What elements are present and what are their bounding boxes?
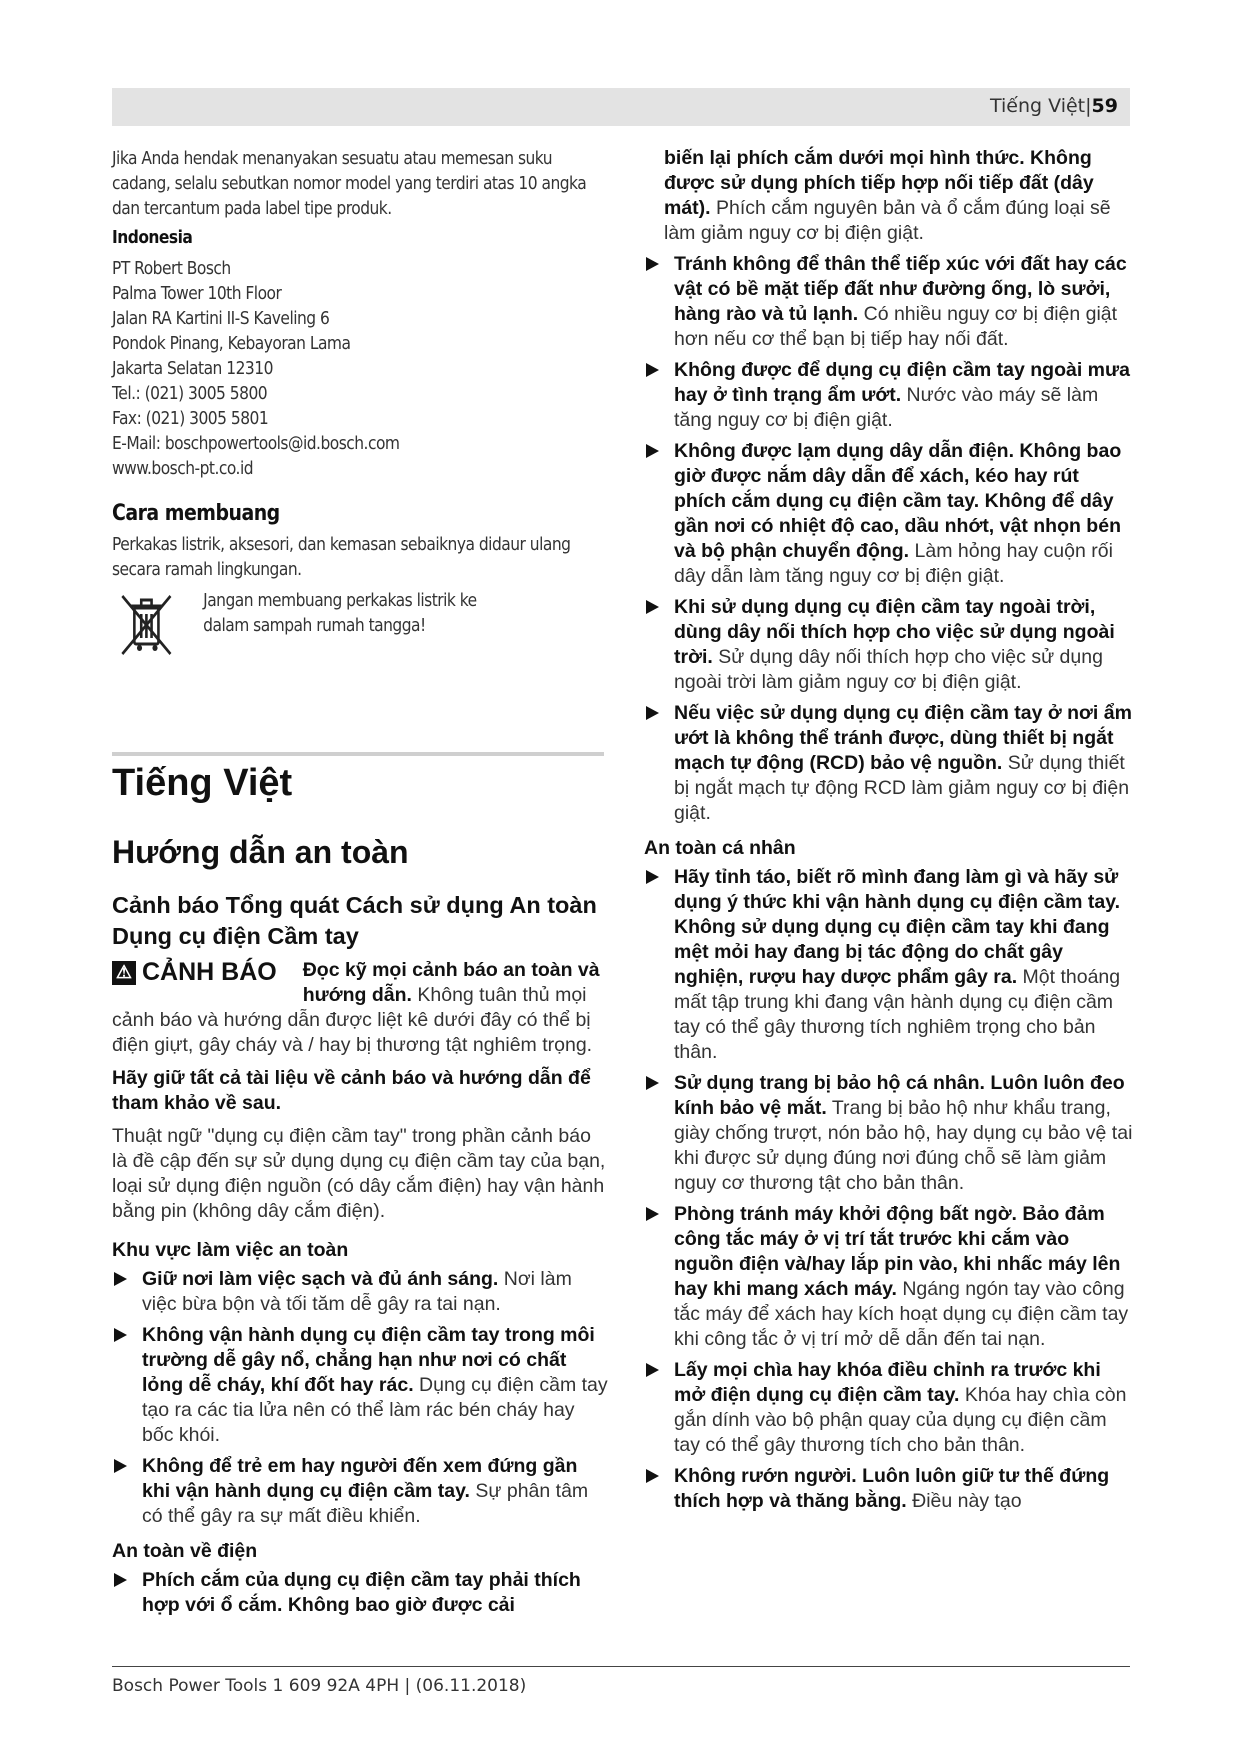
item-bold: Không được để dụng cụ điện cầm tay ngoài mưa hay ở tình trạng ẩm ướt.: [674, 359, 1130, 406]
continued-item: [644, 146, 1134, 246]
item-text: Sử dụng dây nối thích hợp cho việc sử dụng ngoài trời làm giảm nguy cơ bị điện giật.: [674, 646, 1103, 693]
bullet-arrow-icon: [646, 1207, 659, 1221]
bullet-arrow-icon: [646, 444, 659, 458]
list-item: [644, 595, 1134, 695]
list-item: [644, 865, 1134, 1065]
item-bold: Hãy tỉnh táo, biết rõ mình đang làm gì và hãy sử dụng ý thức khi vận hành dụng cụ điện cầm tay. Không sử dụng dụng cụ điện cầm tay khi đang mệt mỏi hay đang bị tác động do chất gây nghiện, rượu hay dược phẩm gây ra.: [674, 866, 1121, 988]
address-line: Tel.: (021) 3005 5800: [112, 383, 268, 404]
bullet-arrow-icon: [114, 1573, 127, 1587]
address-line: PT Robert Bosch: [112, 258, 231, 279]
item-bold: biến lại phích cắm dưới mọi hình thức. Không được sử dụng phích tiếp hợp nối tiếp đất (dây mát).: [664, 147, 1094, 219]
page-header-bar: [112, 88, 1130, 126]
bullet-arrow-icon: [646, 706, 659, 720]
disposal-note: Jangan membuang perkakas listrik ke dalam sampah rumah tangga!: [203, 590, 477, 636]
list-item: [644, 1464, 1134, 1514]
page-number: 59: [1091, 95, 1118, 117]
item-text: Điều này tạo: [906, 1490, 1022, 1512]
email-line: E-Mail: boschpowertools@id.bosch.com: [112, 433, 400, 454]
header-language: Tiếng Việt: [990, 95, 1086, 117]
item-text: Trang bị bảo hộ như khẩu trang, giày chống trượt, nón bảo hộ, hay dụng cụ bảo vệ tai khi được sử dụng đúng nơi đúng chỗ sẽ làm giảm nguy cơ thương tật cho bản thân.: [674, 1097, 1133, 1194]
address-line: Jakarta Selatan 12310: [112, 358, 273, 379]
item-text: Dụng cụ điện cầm tay tạo ra các tia lửa nên có thể làm rác bén cháy hay bốc khói.: [142, 1374, 608, 1446]
disposal-text: Perkakas listrik, aksesori, dan kemasan sebaiknya didaur ulang secara ramah lingkungan.: [112, 534, 571, 580]
item-bold: Phòng tránh máy khởi động bất ngờ. Bảo đảm công tắc máy ở vị trí tắt trước khi cắm vào nguồn điện và/hay lắp pin vào, khi nhấc máy lên hay khi mang xách máy.: [674, 1203, 1121, 1300]
item-text: Nơi làm việc bừa bộn và tối tăm dễ gây ra tai nạn.: [142, 1268, 572, 1315]
website-line: www.bosch-pt.co.id: [112, 458, 254, 479]
indonesian-intro: Jika Anda hendak menanyakan sesuatu atau memesan suku cadang, selalu sebutkan nomor model yang terdiri atas 10 angka dan tercantum pada label tipe produk.: [112, 148, 587, 219]
item-text: Phích cắm nguyên bản và ổ cắm đúng loại sẽ làm giảm nguy cơ bị điện giật.: [664, 197, 1111, 244]
item-text: Sử dụng thiết bị ngắt mạch tự động RCD làm giảm nguy cơ bị điện giật.: [674, 752, 1130, 824]
item-bold: Sử dụng trang bị bảo hộ cá nhân. Luôn luôn đeo kính bảo vệ mắt.: [674, 1072, 1125, 1119]
bullet-arrow-icon: [114, 1459, 127, 1473]
item-bold: Phích cắm của dụng cụ điện cầm tay phải thích hợp với ổ cắm. Không bao giờ được cải: [142, 1569, 581, 1616]
address-line: Pondok Pinang, Kebayoran Lama: [112, 333, 351, 354]
country-heading: Indonesia: [112, 227, 193, 248]
list-item: [644, 1202, 1134, 1352]
language-title: Tiếng Việt: [112, 762, 293, 804]
bullet-arrow-icon: [114, 1328, 127, 1342]
bullet-arrow-icon: [646, 870, 659, 884]
left-body: [112, 958, 608, 1624]
list-item: [644, 1358, 1134, 1458]
list-item: [644, 252, 1134, 352]
work-area-heading: Khu vực làm việc an toàn: [112, 1239, 349, 1261]
header-separator: |: [1085, 95, 1092, 117]
warning-paragraph: [112, 958, 608, 1058]
footer-divider: [112, 1666, 1130, 1667]
section-divider: [112, 752, 604, 756]
item-bold: Không rướn người. Luôn luôn giữ tư thế đứng thích hợp và thăng bằng.: [674, 1465, 1110, 1512]
list-item: [112, 1454, 608, 1529]
item-text: Làm hỏng hay cuộn rối dây dẫn làm tăng nguy cơ bị điện giật.: [674, 540, 1113, 587]
bullet-arrow-icon: [646, 1076, 659, 1090]
bullet-arrow-icon: [646, 1363, 659, 1377]
bullet-arrow-icon: [114, 1272, 127, 1286]
item-text: Ngáng ngón tay vào công tắc máy để xách hay kích hoạt dụng cụ điện cầm tay khi công tắc ở vị trí mở dễ dẫn đến tai nạn.: [674, 1278, 1129, 1350]
crossed-bin-icon: [115, 588, 177, 660]
item-bold: Giữ nơi làm việc sạch và đủ ánh sáng.: [142, 1268, 499, 1290]
item-bold: Lấy mọi chìa hay khóa điều chỉnh ra trước khi mở điện dụng cụ điện cầm tay.: [674, 1359, 1101, 1406]
personal-heading: An toàn cá nhân: [644, 837, 796, 859]
item-text: Khóa hay chìa còn gắn dính vào bộ phận quay của dụng cụ điện cầm tay có thể gây thương tích cho bản thân.: [674, 1384, 1127, 1456]
term-definition: Thuật ngữ "dụng cụ điện cầm tay" trong phần cảnh báo là đề cập đến sự sử dụng dụng cụ điện cầm tay của bạn, loại sử dụng điện nguồn (có dây cắm điện) hay vận hành bằng pin (không dây cắm điện).: [112, 1125, 606, 1222]
address-line: Fax: (021) 3005 5801: [112, 408, 269, 429]
indonesian-section: [112, 146, 608, 667]
item-text: Nước vào máy sẽ làm tăng nguy cơ bị điện giật.: [674, 384, 1099, 431]
item-bold: Không để trẻ em hay người đến xem đứng gần khi vận hành dụng cụ điện cầm tay.: [142, 1455, 578, 1502]
electrical-heading: An toàn về điện: [112, 1540, 258, 1562]
list-item: [644, 701, 1134, 826]
address-block: [112, 256, 607, 481]
list-item: [644, 1071, 1134, 1196]
warning-text: Không tuân thủ mọi cảnh báo và hướng dẫn được liệt kê dưới đây có thể bị điện giựt, gây cháy và / hay bị thương tật nghiêm trọng.: [112, 984, 593, 1056]
warning-triangle-icon: ⚠: [112, 961, 136, 985]
keep-instructions: Hãy giữ tất cả tài liệu về cảnh báo và hướng dẫn để tham khảo về sau.: [112, 1067, 591, 1114]
item-bold: Không vận hành dụng cụ điện cầm tay trong môi trường dễ gây nổ, chẳng hạn như nơi có chất lỏng dễ cháy, khí đốt hay rác.: [142, 1324, 595, 1396]
bullet-arrow-icon: [646, 600, 659, 614]
disposal-note-row: [112, 588, 607, 660]
warning-label-text: CẢNH BÁO: [142, 958, 277, 986]
list-item: [112, 1323, 608, 1448]
page-header: [990, 95, 1118, 117]
page-footer: Bosch Power Tools 1 609 92A 4PH | (06.11.2018): [112, 1676, 527, 1696]
bullet-arrow-icon: [646, 257, 659, 271]
item-bold: Không được lạm dụng dây dẫn điện. Không bao giờ được nắm dây dẫn để xách, kéo hay rút phích cắm dụng cụ điện cầm tay. Không để dây gần nơi có nhiệt độ cao, dầu nhớt, vật nhọn bén và bộ phận chuyển động.: [674, 440, 1122, 562]
item-text: Một thoáng mất tập trung khi đang vận hành dụng cụ điện cầm tay có thể gây thương tích nghiêm trọng cho bản thân.: [674, 966, 1121, 1063]
right-body: [644, 146, 1134, 1520]
list-item: [112, 1267, 608, 1317]
list-item: [112, 1568, 608, 1618]
warning-bold: Đọc kỹ mọi cảnh báo an toàn và hướng dẫn.: [302, 959, 600, 1006]
address-line: Palma Tower 10th Floor: [112, 283, 282, 304]
item-text: Sự phân tâm có thể gây ra sự mất điều khiển.: [142, 1480, 589, 1527]
safety-title: Hướng dẫn an toàn: [112, 834, 409, 870]
address-line: Jalan RA Kartini II-S Kaveling 6: [112, 308, 330, 329]
item-text: Có nhiều nguy cơ bị điện giật hơn nếu cơ thể bạn bị tiếp hay nối đất.: [674, 303, 1118, 350]
list-item: [644, 358, 1134, 433]
warning-label: [112, 960, 277, 985]
list-item: [644, 439, 1134, 589]
item-bold: Nếu việc sử dụng dụng cụ điện cầm tay ở nơi ẩm ướt là không thể tránh được, dùng thiết bị ngắt mạch tự động (RCD) bảo vệ nguồn.: [674, 702, 1132, 774]
bullet-arrow-icon: [646, 363, 659, 377]
disposal-heading: Cara membuang: [112, 501, 280, 526]
bullet-arrow-icon: [646, 1469, 659, 1483]
item-bold: Khi sử dụng dụng cụ điện cầm tay ngoài trời, dùng dây nối thích hợp cho việc sử dụng ngoài trời.: [674, 596, 1115, 668]
general-warnings-title: Cảnh báo Tổng quát Cách sử dụng An toàn Dụng cụ điện Cầm tay: [112, 892, 597, 949]
item-bold: Tránh không để thân thể tiếp xúc với đất hay các vật có bề mặt tiếp đất như đường ống, lò sưởi, hàng rào và tủ lạnh.: [674, 253, 1127, 325]
